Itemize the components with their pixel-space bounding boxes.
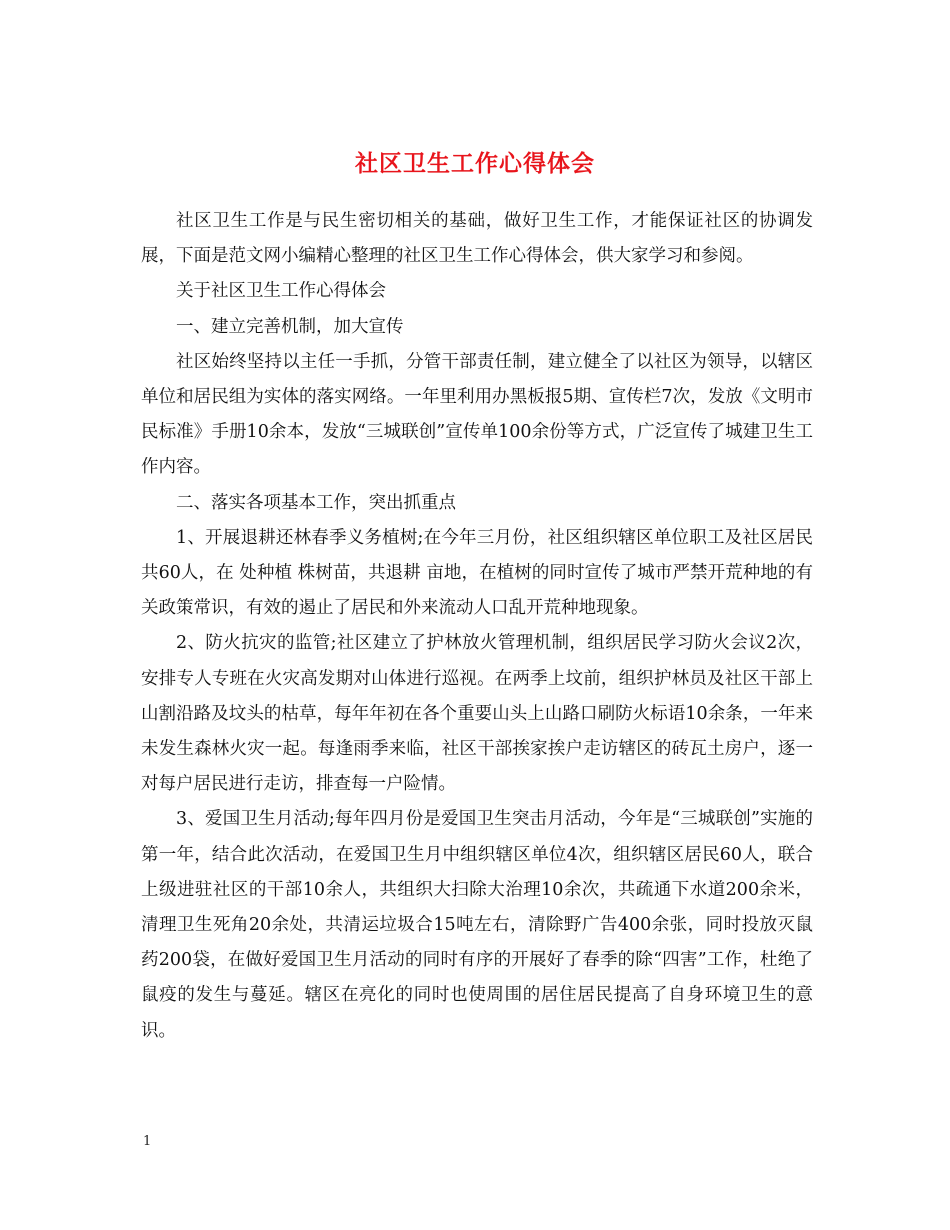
page-number: 1	[143, 1134, 152, 1149]
body-paragraph: 社区始终坚持以主任一手抓，分管干部责任制，建立健全了以社区为领导，以辖区单位和居民组为实体的落实网络。一年里利用办黑板报5期、宣传栏7次，发放《文明市民标准》手册10余本，发放“三城联创”宣传单100余份等方式，广泛宣传了城建卫生工作内容。	[141, 351, 813, 478]
document-title: 社区卫生工作心得体会	[355, 150, 595, 178]
section-heading-about: 关于社区卫生工作心得体会	[176, 281, 386, 302]
section-heading-1: 一、建立完善机制，加大宣传	[176, 316, 404, 337]
list-item-2: 2、防火抗灾的监管;社区建立了护林放火管理机制，组织居民学习防火会议2次，安排专人专班在火灾高发期对山体进行巡视。在两季上坟前，组织护林员及社区干部上山割沿路及坟头的枯草，每年年初在各个重要山头上山路口刷防火标语10余条，一年来未发生森林火灾一起。每逢雨季来临，社区干部挨家挨户走访辖区的砖瓦土房户，逐一对每户居民进行走访，排查每一户险情。	[141, 633, 813, 795]
list-item-1: 1、开展退耕还林春季义务植树;在今年三月份，社区组织辖区单位职工及社区居民共60人，在 处种植 株树苗，共退耕 亩地，在植树的同时宣传了城市严禁开荒种地的有关政策常识，有效的遏止了居民和外来流动人口乱开荒种地现象。	[141, 527, 813, 619]
list-item-3: 3、爱国卫生月活动;每年四月份是爱国卫生突击月活动，今年是“三城联创”实施的第一年，结合此次活动，在爱国卫生月中组织辖区单位4次，组织辖区居民60人，联合上级进驻社区的干部10余人，共组织大扫除大治理10余次，共疏通下水道200余米，清理卫生死角20余处，共清运垃圾合15吨左右，清除野广告400余张，同时投放灭鼠药200袋，在做好爱国卫生月活动的同时有序的开展好了春季的除“四害”工作，杜绝了鼠疫的发生与蔓延。辖区在亮化的同时也使周围的居住居民提高了自身环境卫生的意识。	[141, 809, 813, 1041]
section-heading-2: 二、落实各项基本工作，突出抓重点	[176, 492, 456, 513]
document-body	[141, 204, 813, 1049]
intro-paragraph: 社区卫生工作是与民生密切相关的基础，做好卫生工作，才能保证社区的协调发展，下面是范文网小编精心整理的社区卫生工作心得体会，供大家学习和参阅。	[141, 211, 813, 267]
